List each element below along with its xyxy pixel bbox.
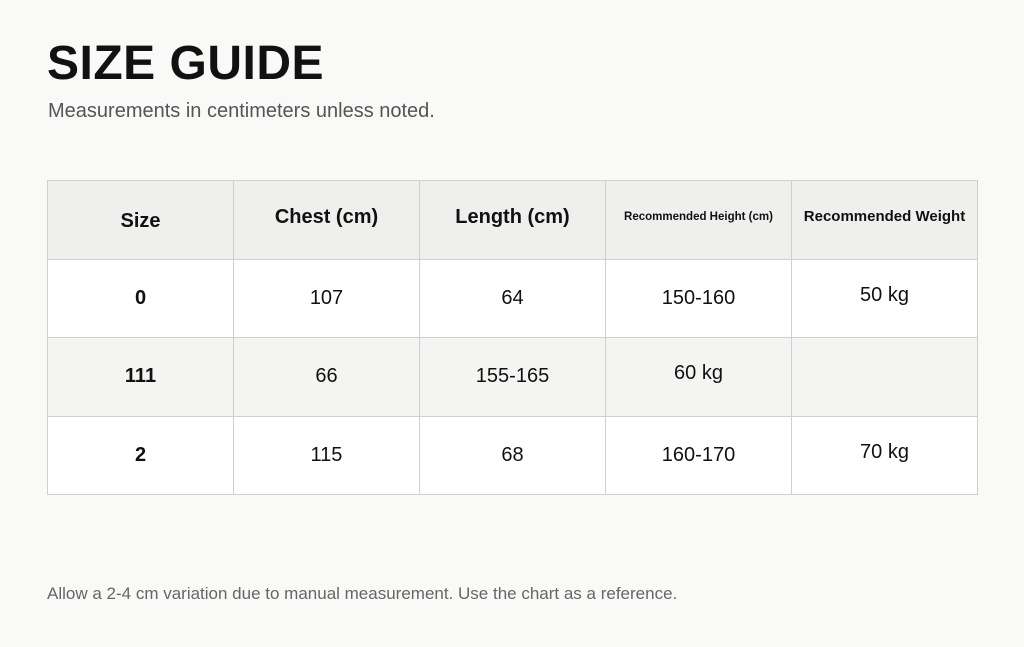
table-header-row xyxy=(48,181,978,260)
measurement-footnote: Allow a 2-4 cm variation due to manual measurement. Use the chart as a reference. xyxy=(47,584,678,603)
column-header-recommended-height: Recommended Height (cm) xyxy=(606,181,792,260)
column-header-recommended-weight: Recommended Weight xyxy=(792,181,978,260)
cell-size: 0 xyxy=(48,259,234,338)
cell-weight: 70 kg xyxy=(792,416,978,495)
column-header-chest: Chest (cm) xyxy=(234,181,420,260)
cell-size: 111 xyxy=(48,338,234,417)
cell-weight: 50 kg xyxy=(792,259,978,338)
cell-weight xyxy=(792,338,978,417)
table-row xyxy=(48,259,978,338)
cell-length: 155-165 xyxy=(420,338,606,417)
page-title: SIZE GUIDE xyxy=(47,37,325,90)
column-header-length: Length (cm) xyxy=(420,181,606,260)
table-header xyxy=(48,181,978,260)
cell-length: 64 xyxy=(420,259,606,338)
column-header-size: Size xyxy=(48,181,234,260)
cell-length: 68 xyxy=(420,416,606,495)
page-subtitle: Measurements in centimeters unless noted. xyxy=(48,100,435,122)
size-chart-table xyxy=(47,180,978,495)
cell-chest: 115 xyxy=(234,416,420,495)
table-row xyxy=(48,338,978,417)
cell-chest: 66 xyxy=(234,338,420,417)
table-body xyxy=(48,259,978,495)
cell-size: 2 xyxy=(48,416,234,495)
table-row xyxy=(48,416,978,495)
cell-height: 60 kg xyxy=(606,338,792,417)
cell-height: 160-170 xyxy=(606,416,792,495)
cell-chest: 107 xyxy=(234,259,420,338)
cell-height: 150-160 xyxy=(606,259,792,338)
